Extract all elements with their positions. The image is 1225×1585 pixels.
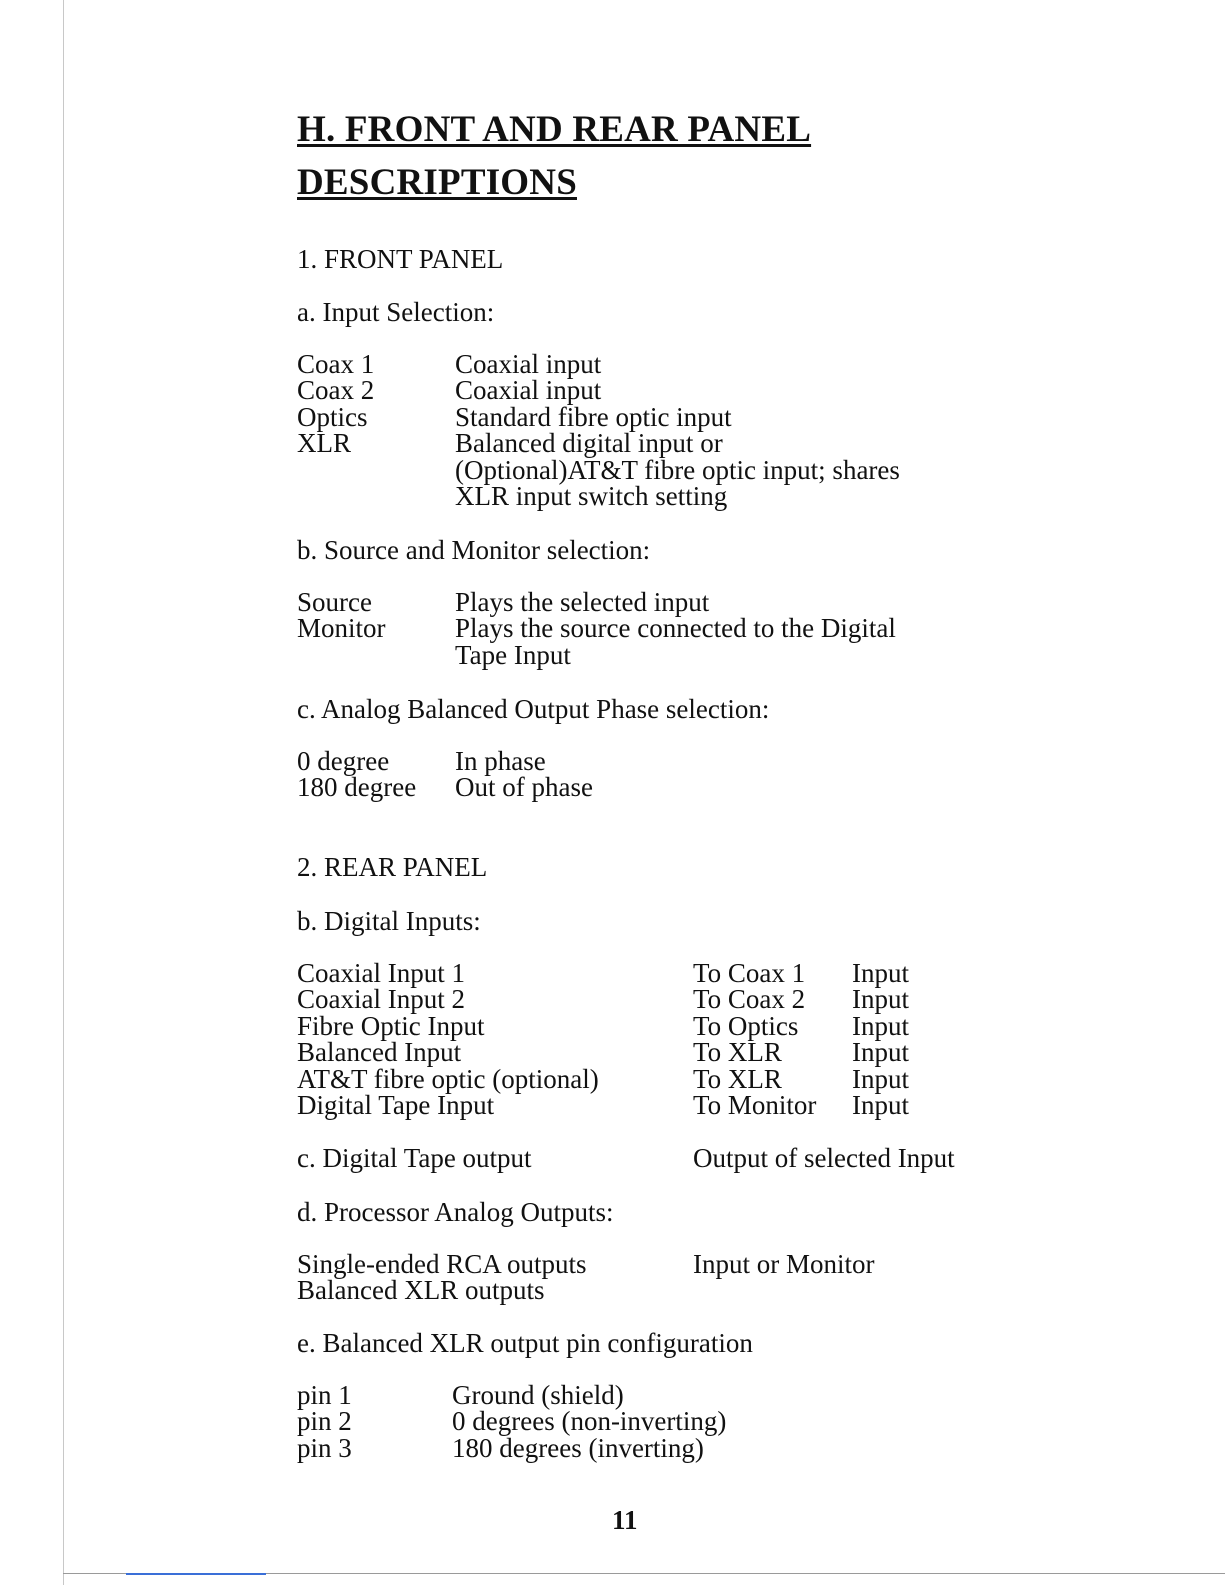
digital-input-name: Digital Tape Input xyxy=(297,1090,495,1120)
tape-output-heading: c. Digital Tape output xyxy=(297,1143,532,1173)
digital-input-target: To Coax 1 xyxy=(693,958,806,988)
source-desc: Plays the source connected to the Digital xyxy=(455,613,896,643)
input-key: Optics xyxy=(297,402,368,432)
page-number: 11 xyxy=(612,1505,638,1535)
source-key: Source xyxy=(297,587,372,617)
analog-output-desc: Input or Monitor xyxy=(693,1249,875,1279)
section-title-line-1: H. FRONT AND REAR PANEL xyxy=(297,109,812,150)
phase-heading: c. Analog Balanced Output Phase selection: xyxy=(297,694,770,724)
pin-config-heading: e. Balanced XLR output pin configuration xyxy=(297,1328,753,1358)
front-panel-heading: 1. FRONT PANEL xyxy=(297,244,504,274)
pin-desc: 180 degrees (inverting) xyxy=(452,1433,704,1463)
digital-input-name: Coaxial Input 2 xyxy=(297,984,465,1014)
digital-input-type: Input xyxy=(852,984,909,1014)
input-key: XLR xyxy=(297,428,351,458)
source-monitor-heading: b. Source and Monitor selection: xyxy=(297,535,651,565)
section-title xyxy=(297,103,811,209)
phase-desc: In phase xyxy=(455,746,546,776)
phase-key: 180 degree xyxy=(297,772,417,802)
digital-inputs-heading: b. Digital Inputs: xyxy=(297,906,481,936)
pin-desc: 0 degrees (non-inverting) xyxy=(452,1406,727,1436)
digital-input-type: Input xyxy=(852,1011,909,1041)
pin-label: pin 3 xyxy=(297,1433,352,1463)
phase-key: 0 degree xyxy=(297,746,390,776)
input-desc: Coaxial input xyxy=(455,349,602,379)
analog-outputs-heading: d. Processor Analog Outputs: xyxy=(297,1197,614,1227)
pin-label: pin 2 xyxy=(297,1406,352,1436)
input-selection-heading: a. Input Selection: xyxy=(297,297,495,327)
digital-input-target: To XLR xyxy=(693,1064,782,1094)
digital-input-name: Balanced Input xyxy=(297,1037,462,1067)
digital-input-name: Fibre Optic Input xyxy=(297,1011,485,1041)
digital-input-target: To Monitor xyxy=(693,1090,817,1120)
digital-input-type: Input xyxy=(852,1064,909,1094)
digital-input-type: Input xyxy=(852,1090,909,1120)
tape-output-desc: Output of selected Input xyxy=(693,1143,955,1173)
input-desc: Coaxial input xyxy=(455,375,602,405)
digital-input-target: To Coax 2 xyxy=(693,984,806,1014)
digital-input-type: Input xyxy=(852,1037,909,1067)
digital-input-target: To Optics xyxy=(693,1011,799,1041)
digital-input-name: AT&T fibre optic (optional) xyxy=(297,1064,599,1094)
analog-output-name: Single-ended RCA outputs xyxy=(297,1249,587,1279)
rear-panel-heading: 2. REAR PANEL xyxy=(297,852,488,882)
source-key: Monitor xyxy=(297,613,386,643)
digital-input-type: Input xyxy=(852,958,909,988)
pin-label: pin 1 xyxy=(297,1380,352,1410)
input-desc: XLR input switch setting xyxy=(455,481,728,511)
source-desc: Plays the selected input xyxy=(455,587,710,617)
left-margin-line xyxy=(63,0,64,1585)
bottom-link-mark xyxy=(126,1573,266,1575)
section-title-line-2: DESCRIPTIONS xyxy=(297,162,577,203)
digital-input-target: To XLR xyxy=(693,1037,782,1067)
input-desc: (Optional)AT&T fibre optic input; shares xyxy=(455,455,900,485)
input-key: Coax 1 xyxy=(297,349,375,379)
input-desc: Balanced digital input or xyxy=(455,428,723,458)
input-key: Coax 2 xyxy=(297,375,375,405)
digital-input-name: Coaxial Input 1 xyxy=(297,958,465,988)
analog-output-name: Balanced XLR outputs xyxy=(297,1275,545,1305)
phase-desc: Out of phase xyxy=(455,772,593,802)
pin-desc: Ground (shield) xyxy=(452,1380,624,1410)
source-desc: Tape Input xyxy=(455,640,571,670)
input-desc: Standard fibre optic input xyxy=(455,402,732,432)
